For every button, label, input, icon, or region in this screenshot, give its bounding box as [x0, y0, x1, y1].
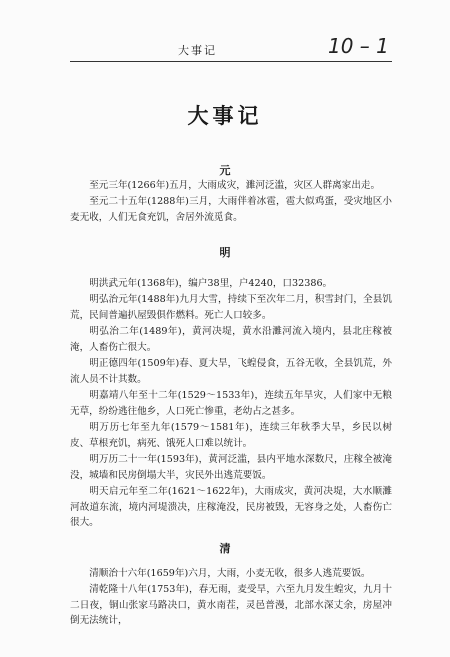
- header-rule: [70, 61, 392, 62]
- section-heading-qing: 清: [219, 542, 231, 555]
- entry-qing-1: 清顺治十六年(1659年)六月，大雨，小麦无收，很多人逃荒要饭。: [89, 568, 371, 579]
- entry-ming-6: 明万历七年至九年(1579～1581年)，连续三年秋季大旱，乡民以树皮、草根充饥，病死、饿死人口难以统计。: [70, 422, 392, 449]
- entry-ming-1: 明洪武元年(1368年)，编户38里，户4240，口32386。: [89, 278, 333, 289]
- running-header: [70, 34, 390, 60]
- section-heading-yuan: 元: [219, 164, 231, 177]
- entry-ming-3: 明弘治二年(1489年)，黄河决堤，黄水沿濉河流入境内，县北庄稼被淹，人畜伤亡很大。: [70, 326, 392, 353]
- entry-qing-2: 清乾隆十八年(1753年)，春无雨，麦受旱，六至九月发生蝗灾，九月十二日夜，铜山张家马路决口，黄水南茬，灵邑普漫，北部水深丈余，房屋冲倒无法统计，: [70, 584, 392, 626]
- entry-ming-4: 明正德四年(1509年)春、夏大旱，飞蝗侵食，五谷无收，全县饥荒，外流人员不计其数。: [70, 358, 392, 385]
- page-title: 大事记: [187, 103, 263, 128]
- entry-ming-5: 明嘉靖八年至十二年(1529～1533年)，连续五年旱灾，人们家中无粮无草，纷纷逃往他乡，人口死亡惨重，老幼占之甚多。: [70, 390, 392, 417]
- entry-yuan-1: 至元三年(1266年)五月，大雨成灾，濉河泛滥，灾区人群离家出走。: [89, 180, 381, 191]
- section-heading-ming: 明: [219, 246, 231, 259]
- entry-ming-7: 明万历二十一年(1593年)，黄河泛滥，县内平地水深数尺，庄稼全被淹没，城墙和民房倒塌大半，灾民外出逃荒要饭。: [70, 454, 392, 481]
- handwritten-page-mark: 10 – 1: [328, 34, 389, 58]
- header-title: 大事记: [178, 44, 217, 57]
- entry-ming-2: 明弘治元年(1488年)九月大雪，持续下至次年二月，积雪封门，全县饥荒，民间普遍扒屋毁俱作燃料。死亡人口较多。: [70, 294, 392, 321]
- entry-ming-8: 明天启元年至二年(1621～1622年)，大雨成灾，黄河决堤，大水顺濉河故道东流，境内河堤溃决，庄稼淹没，民房被毁，无容身之处，人畜伤亡很大。: [70, 486, 392, 528]
- entry-yuan-2: 至元二十五年(1288年)三月，大雨伴着冰雹，雹大似鸡蛋，受灾地区小麦无收，人们无食充饥，舍居外流觅食。: [70, 196, 392, 223]
